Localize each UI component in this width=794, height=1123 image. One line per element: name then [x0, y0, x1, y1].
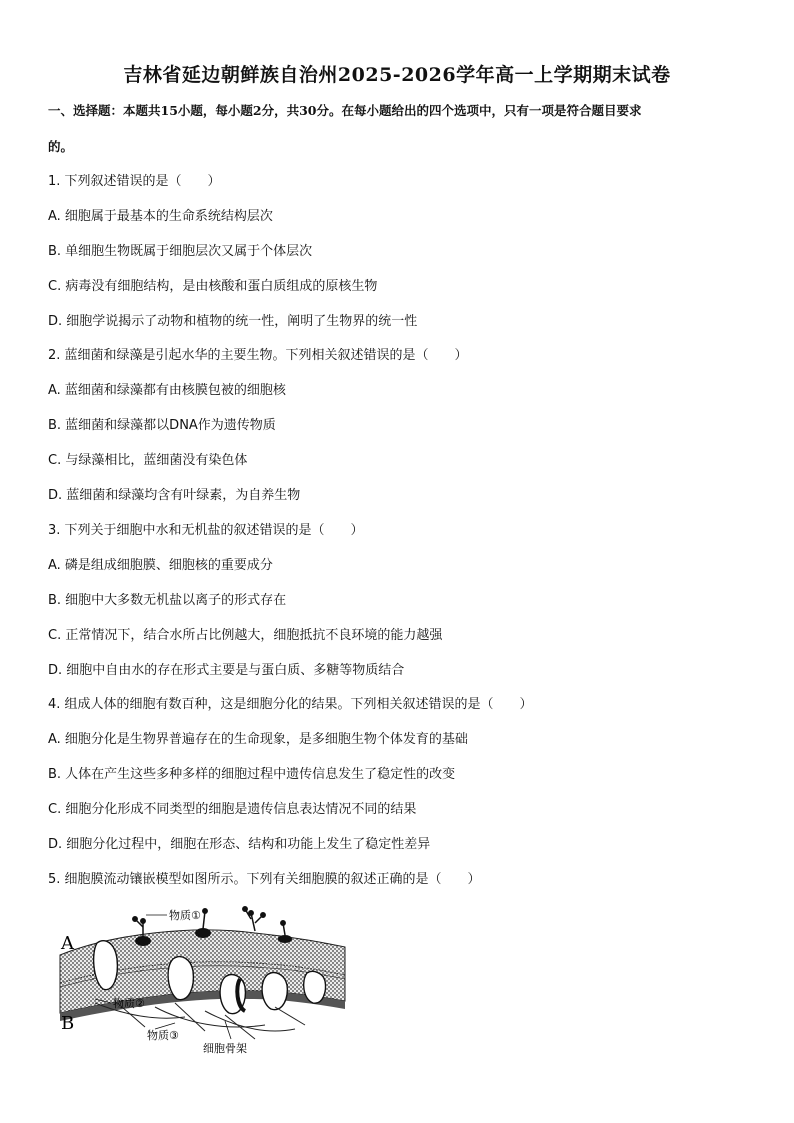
section-instruction-line2: 的。: [48, 139, 74, 154]
question-1-stem: 1. 下列叙述错误的是（ ）: [48, 174, 221, 189]
side-a-label: A: [61, 933, 74, 954]
question-2-option-b: B. 蓝细菌和绿藻都以DNA作为遗传物质: [48, 418, 276, 433]
peripheral-protein: [135, 936, 151, 946]
membrane-protein: [94, 941, 118, 990]
question-5-stem: 5. 细胞膜流动镶嵌模型如图所示。下列有关细胞膜的叙述正确的是（ ）: [48, 872, 481, 887]
membrane-protein: [262, 973, 287, 1010]
question-1-option-a: A. 细胞属于最基本的生命系统结构层次: [48, 209, 273, 224]
question-2-option-c: C. 与绿藻相比，蓝细菌没有染色体: [48, 453, 248, 468]
substance-2-label: 物质②: [113, 997, 145, 1010]
question-3-option-d: D. 细胞中自由水的存在形式主要是与蛋白质、多糖等物质结合: [48, 663, 405, 678]
membrane-protein: [168, 957, 193, 1000]
question-4-option-d: D. 细胞分化过程中，细胞在形态、结构和功能上发生了稳定性差异: [48, 837, 431, 852]
question-3-stem: 3. 下列关于细胞中水和无机盐的叙述错误的是（ ）: [48, 523, 364, 538]
substance-3-label: 物质③: [147, 1029, 179, 1042]
question-3-option-c: C. 正常情况下，结合水所占比例越大，细胞抵抗不良环境的能力越强: [48, 628, 443, 643]
membrane-protein: [220, 975, 245, 1014]
question-2-stem: 2. 蓝细菌和绿藻是引起水华的主要生物。下列相关叙述错误的是（ ）: [48, 348, 468, 363]
cytoskeleton-label: 细胞骨架: [203, 1042, 247, 1055]
substance-1-label: 物质①: [169, 909, 201, 922]
question-3-option-b: B. 细胞中大多数无机盐以离子的形式存在: [48, 593, 287, 608]
section-instruction-line1: 一、选择题：本题共15小题，每小题2分，共30分。在每小题给出的四个选项中，只有一项是符合题目要求: [48, 103, 642, 118]
peripheral-protein: [278, 935, 292, 943]
membrane-protein: [304, 971, 326, 1003]
question-1-option-d: D. 细胞学说揭示了动物和植物的统一性，阐明了生物界的统一性: [48, 314, 418, 329]
fluid-mosaic-membrane-figure: [55, 903, 355, 1063]
question-4-option-a: A. 细胞分化是生物界普遍存在的生命现象，是多细胞生物个体发育的基础: [48, 732, 468, 747]
question-2-option-a: A. 蓝细菌和绿藻都有由核膜包被的细胞核: [48, 383, 286, 398]
question-1-option-b: B. 单细胞生物既属于细胞层次又属于个体层次: [48, 244, 313, 259]
question-3-option-a: A. 磷是组成细胞膜、细胞核的重要成分: [48, 558, 273, 573]
question-4-option-c: C. 细胞分化形成不同类型的细胞是遗传信息表达情况不同的结果: [48, 802, 417, 817]
peripheral-protein: [195, 928, 211, 938]
question-4-stem: 4. 组成人体的细胞有数百种，这是细胞分化的结果。下列相关叙述错误的是（ ）: [48, 697, 533, 712]
question-4-option-b: B. 人体在产生这些多种多样的细胞过程中遗传信息发生了稳定性的改变: [48, 767, 456, 782]
side-b-label: B: [61, 1013, 75, 1034]
page-title: 吉林省延边朝鲜族自治州2025-2026学年高一上学期期末试卷: [123, 64, 671, 86]
question-1-option-c: C. 病毒没有细胞结构，是由核酸和蛋白质组成的原核生物: [48, 279, 378, 294]
question-2-option-d: D. 蓝细菌和绿藻均含有叶绿素，为自养生物: [48, 488, 301, 503]
